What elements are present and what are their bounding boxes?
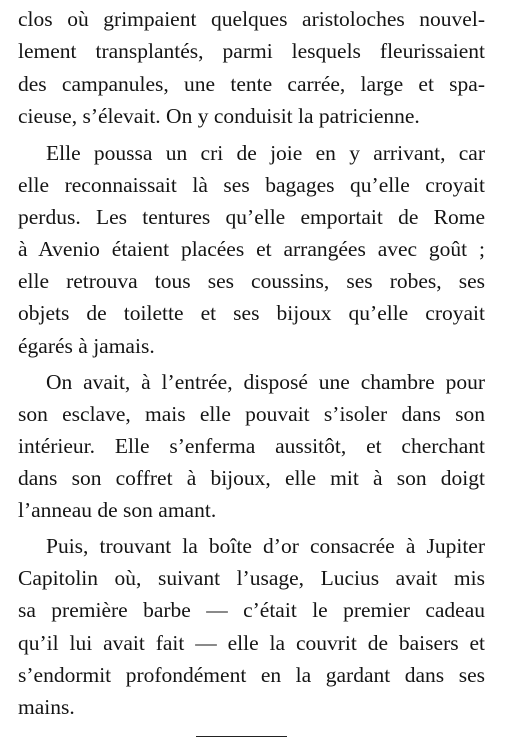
text-line: elle reconnaissait là ses bagages qu’elle croyait bbox=[18, 173, 485, 197]
text-line: égarés à jamais. bbox=[18, 334, 155, 358]
text-line: cieuse, s’élevait. On y conduisit la patricienne. bbox=[18, 104, 420, 128]
text-line: On avait, à l’entrée, disposé une chambre pour bbox=[46, 370, 485, 394]
text-line: sa première barbe — c’était le premier cadeau bbox=[18, 598, 485, 622]
text-line: intérieur. Elle s’enferma aussitôt, et cherchant bbox=[18, 434, 485, 458]
text-line: des campanules, une tente carrée, large et spa- bbox=[18, 72, 485, 96]
text-line: à Avenio étaient placées et arrangées avec goût ; bbox=[18, 237, 485, 261]
text-line: Capitolin où, suivant l’usage, Lucius avait mis bbox=[18, 566, 485, 590]
text-line: clos où grimpaient quelques aristoloches nouvel- bbox=[18, 7, 485, 31]
section-end-rule bbox=[196, 736, 287, 737]
text-line: Puis, trouvant la boîte d’or consacrée à Jupiter bbox=[46, 534, 485, 558]
text-line: qu’il lui avait fait — elle la couvrit de baisers et bbox=[18, 631, 485, 655]
text-line: perdus. Les tentures qu’elle emportait de Rome bbox=[18, 205, 485, 229]
text-line: elle retrouva tous ses coussins, ses robes, ses bbox=[18, 269, 485, 293]
text-line: l’anneau de son amant. bbox=[18, 498, 217, 522]
text-line: s’endormit profondément en la gardant dans ses bbox=[18, 663, 485, 687]
text-line: son esclave, mais elle pouvait s’isoler dans son bbox=[18, 402, 485, 426]
text-line: mains. bbox=[18, 695, 75, 719]
text-line: objets de toilette et ses bijoux qu’elle croyait bbox=[18, 301, 485, 325]
text-line: lement transplantés, parmi lesquels fleurissaient bbox=[18, 39, 485, 63]
text-line: dans son coffret à bijoux, elle mit à son doigt bbox=[18, 466, 485, 490]
text-line: Elle poussa un cri de joie en y arrivant, car bbox=[46, 141, 485, 165]
